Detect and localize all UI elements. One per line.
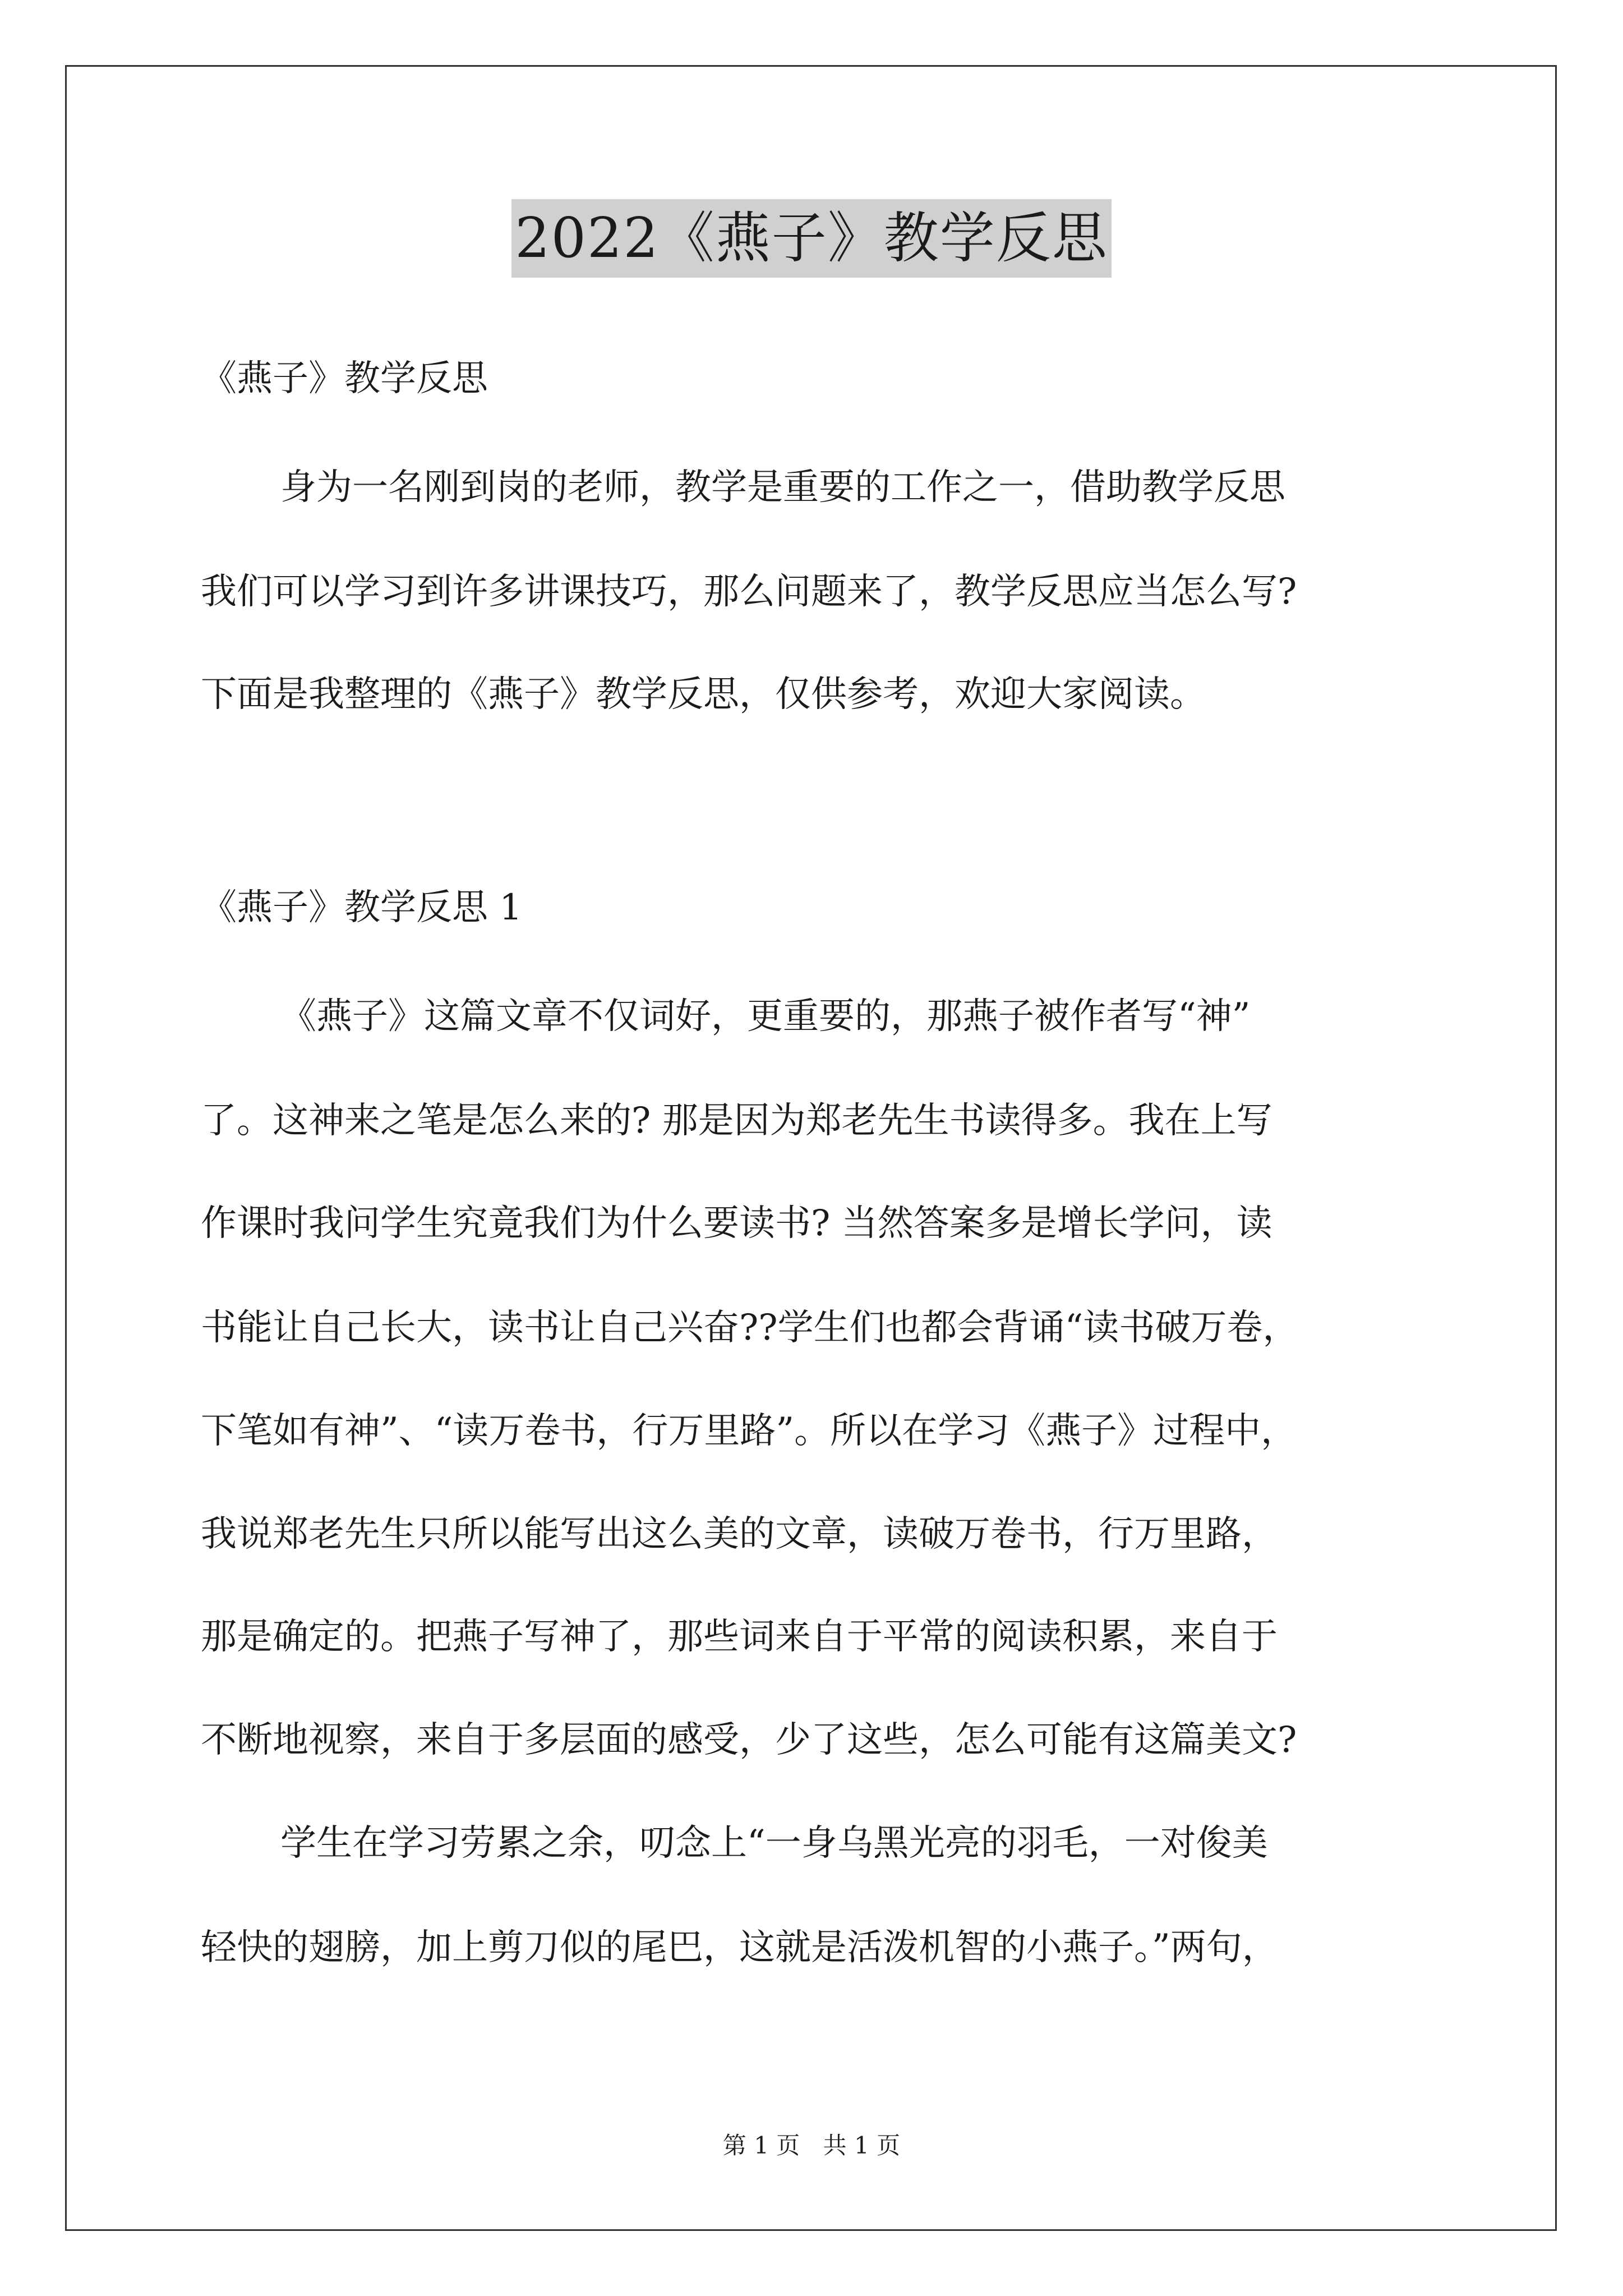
section-line-8: 不断地视察，来自于多层面的感受，少了这些，怎么可能有这篇美文? xyxy=(201,1719,1297,1761)
section-line-10: 轻快的翅膀，加上剪刀似的尾巴，这就是活泼机智的小燕子。”两句， xyxy=(201,1927,1278,1968)
page-number-total: 共 1 页 xyxy=(823,2132,901,2159)
section-line-4: 书能让自己长大，读书让自己兴奋??学生们也都会背诵“读书破万卷， xyxy=(201,1307,1299,1349)
page-number-current: 第 1 页 xyxy=(722,2132,800,2159)
document-subtitle: 《燕子》教学反思 xyxy=(201,358,488,399)
section-line-2: 了。这神来之笔是怎么来的? 那是因为郑老先生书读得多。我在上写 xyxy=(201,1100,1272,1142)
section-line-6: 我说郑老先生只所以能写出这么美的文章，读破万卷书，行万里路， xyxy=(201,1513,1278,1555)
section-line-7: 那是确定的。把燕子写神了，那些词来自于平常的阅读积累，来自于 xyxy=(201,1616,1278,1658)
section-line-1: 《燕子》这篇文章不仅词好，更重要的，那燕子被作者写“神” xyxy=(280,996,1251,1037)
intro-line-2: 我们可以学习到许多讲课技巧，那么问题来了，教学反思应当怎么写? xyxy=(201,571,1297,613)
section-line-9: 学生在学习劳累之余，叨念上“一身乌黑光亮的羽毛，一对俊美 xyxy=(280,1823,1268,1864)
section-line-3: 作课时我问学生究竟我们为什么要读书? 当然答案多是增长学问，读 xyxy=(201,1203,1272,1244)
section-heading: 《燕子》教学反思 1 xyxy=(201,887,523,928)
section-line-5: 下笔如有神”、“读万卷书，行万里路”。所以在学习《燕子》过程中， xyxy=(201,1410,1297,1452)
page-footer xyxy=(0,2129,1623,2162)
intro-line-3: 下面是我整理的《燕子》教学反思，仅供参考，欢迎大家阅读。 xyxy=(201,674,1206,715)
intro-line-1: 身为一名刚到岗的老师，教学是重要的工作之一，借助教学反思 xyxy=(280,467,1285,508)
title-container xyxy=(0,199,1623,278)
document-title: 2022《燕子》教学反思 xyxy=(511,199,1111,278)
